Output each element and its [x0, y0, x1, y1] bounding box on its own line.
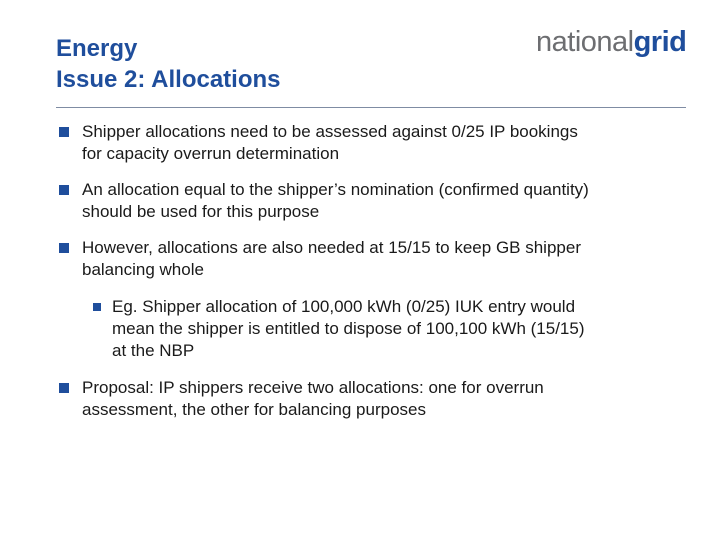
square-bullet-icon: [59, 383, 69, 393]
bullet-line: An allocation equal to the shipper’s nomination (confirmed quantity): [82, 180, 589, 199]
bullet-line: for capacity overrun determination: [82, 144, 340, 163]
bullet-line: should be used for this purpose: [82, 202, 320, 221]
sub-bullet-line: at the NBP: [112, 341, 195, 360]
square-bullet-icon: [59, 185, 69, 195]
square-bullet-icon: [59, 127, 69, 137]
sub-bullet-item: [90, 296, 686, 362]
national-grid-logo: [536, 24, 686, 60]
bullet-item: [56, 377, 686, 421]
slide-content: [56, 121, 686, 421]
bullet-item: [56, 121, 686, 165]
bullet-line: balancing whole: [82, 260, 204, 279]
slide-title: [56, 33, 476, 95]
sub-bullet-line: Eg. Shipper allocation of 100,000 kWh (0/25) IUK entry would: [112, 297, 576, 316]
logo-text-grid: grid: [633, 26, 687, 58]
title-divider: [56, 107, 686, 108]
square-bullet-icon: [59, 243, 69, 253]
bullet-line: However, allocations are also needed at 15/15 to keep GB shipper: [82, 238, 581, 257]
title-line-2: Issue 2: Allocations: [56, 66, 281, 93]
bullet-line: Proposal: IP shippers receive two allocations: one for overrun: [82, 378, 544, 397]
logo-text-national: national: [536, 26, 634, 58]
bullet-item: [56, 237, 686, 281]
bullet-item: [56, 179, 686, 223]
bullet-line: assessment, the other for balancing purposes: [82, 400, 426, 419]
title-line-1: Energy: [56, 35, 138, 62]
sub-bullet-line: mean the shipper is entitled to dispose of 100,100 kWh (15/15): [112, 319, 585, 338]
square-bullet-icon: [93, 303, 101, 311]
bullet-line: Shipper allocations need to be assessed against 0/25 IP bookings: [82, 122, 578, 141]
